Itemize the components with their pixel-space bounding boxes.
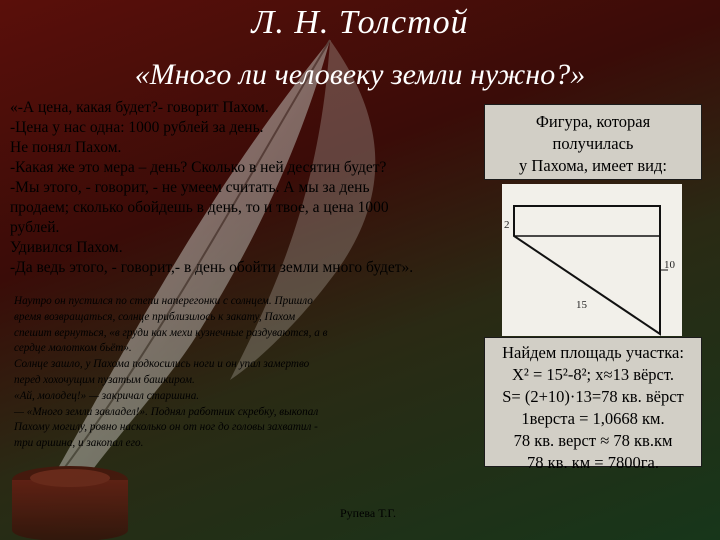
narrative-line: Наутро он пустился по степи наперегонки с солнцем. Пришло <box>14 295 313 307</box>
narrative-line: время возвращаться, солнце приблизилось к закату, Пахом <box>14 310 296 323</box>
calc-line: 78 кв. верст ≈ 78 кв.км <box>513 431 673 450</box>
dialogue-line: -Да ведь этого, - говорит,- в день обойти земли много будет». <box>10 259 414 276</box>
slide-title: Л. Н. Толстой <box>251 4 469 41</box>
narrative-text <box>14 294 474 452</box>
dialogue-line: -Какая же это мера – день? Сколько в ней десятин будет? <box>10 159 387 176</box>
dialogue-text <box>10 98 490 278</box>
figure-caption-line: получилась <box>552 134 634 153</box>
narrative-line: — «Много земли завладел!». Поднял работник скребку, выкопал <box>14 405 319 418</box>
dialogue-line: рублей. <box>10 219 60 236</box>
calc-line: X² = 15²-8²; x≈13 вёрст. <box>512 365 674 384</box>
dialogue-line: продаем; сколько обойдешь в день, то и твое, а цена 1000 <box>10 199 389 216</box>
hypotenuse-label: 15 <box>576 299 587 311</box>
narrative-line: Пахому могилу, ровно насколько он от ног до головы захватил - <box>14 421 318 434</box>
calculation-box <box>484 337 702 472</box>
left-side-label: 2 <box>504 219 510 231</box>
slide-subtitle: «Много ли человеку земли нужно?» <box>134 58 586 91</box>
calc-line: S= (2+10)·13=78 кв. вёрст <box>502 387 684 406</box>
author-credit: Рупева Т.Г. <box>340 506 396 520</box>
right-side-label: 10 <box>664 259 675 271</box>
trapezoid-shape <box>514 206 660 334</box>
trapezoid-figure <box>502 184 682 336</box>
figure-caption-box <box>484 104 702 180</box>
narrative-line: перед хохочущим пузатым башкиром. <box>14 373 195 386</box>
narrative-line: спешит вернуться, «в груди как мехи кузнечные раздуваются, а в <box>14 326 328 339</box>
figure-caption-line: Фигура, которая <box>535 112 651 131</box>
calc-line: 1верста = 1,0668 км. <box>521 409 665 428</box>
calc-line: Найдем площадь участка: <box>502 343 684 362</box>
narrative-line: Солнце зашло, у Пахома подкосились ноги и он упал замертво <box>14 358 310 371</box>
narrative-line: сердце молотком бьёт». <box>14 342 132 355</box>
dialogue-line: -Цена у нас одна: 1000 рублей за день. <box>10 119 264 136</box>
dialogue-line: Не понял Пахом. <box>10 139 122 156</box>
dialogue-line: «-А цена, какая будет?- говорит Пахом. <box>10 99 269 116</box>
narrative-line: три аршина, и закопал его. <box>14 437 144 450</box>
figure-caption-line: у Пахома, имеет вид: <box>519 156 667 175</box>
dialogue-line: Удивился Пахом. <box>10 239 123 256</box>
narrative-line: «Ай, молодец!» — закричал старшина. <box>14 389 200 402</box>
dialogue-line: -Мы этого, - говорит, - не умеем считать. А мы за день <box>10 179 370 196</box>
calc-line: 78 кв. км = 7800га. <box>527 453 659 472</box>
